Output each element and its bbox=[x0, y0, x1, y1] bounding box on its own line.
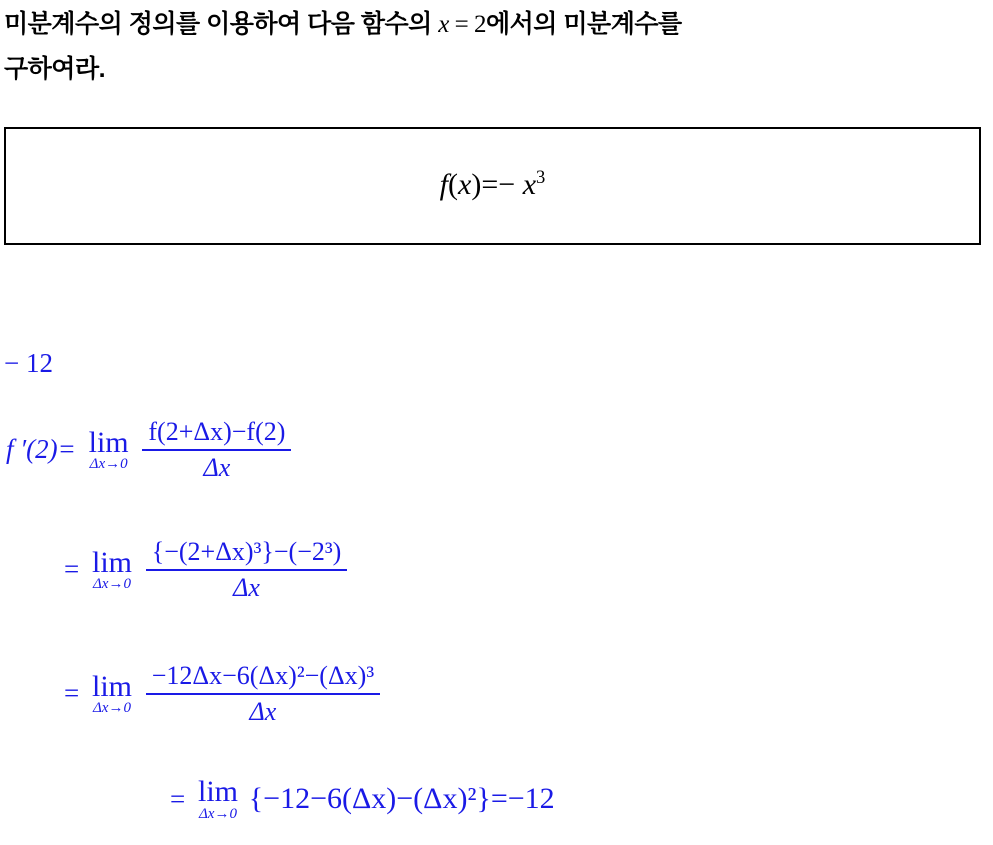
fraction bbox=[142, 416, 291, 483]
function-expression bbox=[6, 167, 979, 202]
function-exponent: 3 bbox=[536, 167, 546, 188]
prompt-variable: x bbox=[438, 11, 449, 38]
fraction-bar bbox=[142, 449, 291, 451]
solution-line-4-expression: {−12−6(Δx)−(Δx)²}=−12 bbox=[248, 782, 555, 815]
function-arg: x bbox=[458, 168, 472, 201]
fraction bbox=[146, 536, 348, 603]
solution-line-3-lhs: = bbox=[64, 678, 80, 709]
solution-line-4 bbox=[168, 776, 555, 822]
solution-line-4-lhs: = bbox=[170, 783, 186, 814]
function-box bbox=[4, 127, 981, 245]
limit-label: lim bbox=[91, 669, 132, 703]
function-name: f bbox=[439, 168, 449, 201]
prompt-line2: 구하여라. bbox=[4, 55, 106, 83]
limit-subscript: Δx→0 bbox=[89, 456, 128, 473]
fraction-denominator: Δx bbox=[233, 572, 260, 602]
limit-operator bbox=[198, 776, 238, 822]
fraction-denominator: Δx bbox=[203, 452, 231, 482]
question-prompt bbox=[4, 2, 989, 91]
limit-operator bbox=[92, 547, 132, 593]
fraction-bar bbox=[146, 693, 380, 695]
limit-label: lim bbox=[91, 545, 132, 579]
fraction-numerator: f(2+Δx)−f(2) bbox=[148, 417, 286, 446]
fraction-numerator: −12Δx−6(Δx)²−(Δx)³ bbox=[151, 661, 375, 690]
fraction-bar bbox=[146, 569, 348, 571]
function-arg-close: ) bbox=[471, 168, 482, 201]
solution-line-3 bbox=[62, 660, 383, 727]
solution-line-1 bbox=[4, 416, 294, 483]
function-base: x bbox=[522, 168, 537, 201]
solution-line-1-lhs: f ′(2)= bbox=[6, 434, 76, 465]
limit-subscript: Δx→0 bbox=[199, 805, 237, 822]
fraction bbox=[146, 660, 380, 727]
limit-subscript: Δx→0 bbox=[93, 700, 131, 717]
fraction-denominator: Δx bbox=[249, 696, 277, 726]
fraction-numerator: {−(2+Δx)³}−(−2³) bbox=[151, 537, 342, 566]
limit-operator bbox=[92, 671, 132, 717]
prompt-equals-value: = 2 bbox=[448, 11, 486, 38]
solution-line-2-lhs: = bbox=[64, 554, 80, 585]
limit-label: lim bbox=[88, 425, 129, 459]
prompt-line1-post: 에서의 미분계수를 bbox=[486, 10, 682, 38]
solution-answer: − 12 bbox=[4, 348, 53, 378]
solution-line-2 bbox=[62, 536, 350, 603]
limit-label: lim bbox=[197, 775, 238, 808]
function-minus: − bbox=[498, 168, 516, 201]
prompt-line1-pre: 미분계수의 정의를 이용하여 다음 함수의 bbox=[4, 10, 439, 38]
function-equals: = bbox=[481, 168, 499, 201]
function-arg-open: ( bbox=[448, 168, 459, 201]
limit-operator bbox=[89, 427, 129, 473]
limit-subscript: Δx→0 bbox=[93, 576, 131, 593]
